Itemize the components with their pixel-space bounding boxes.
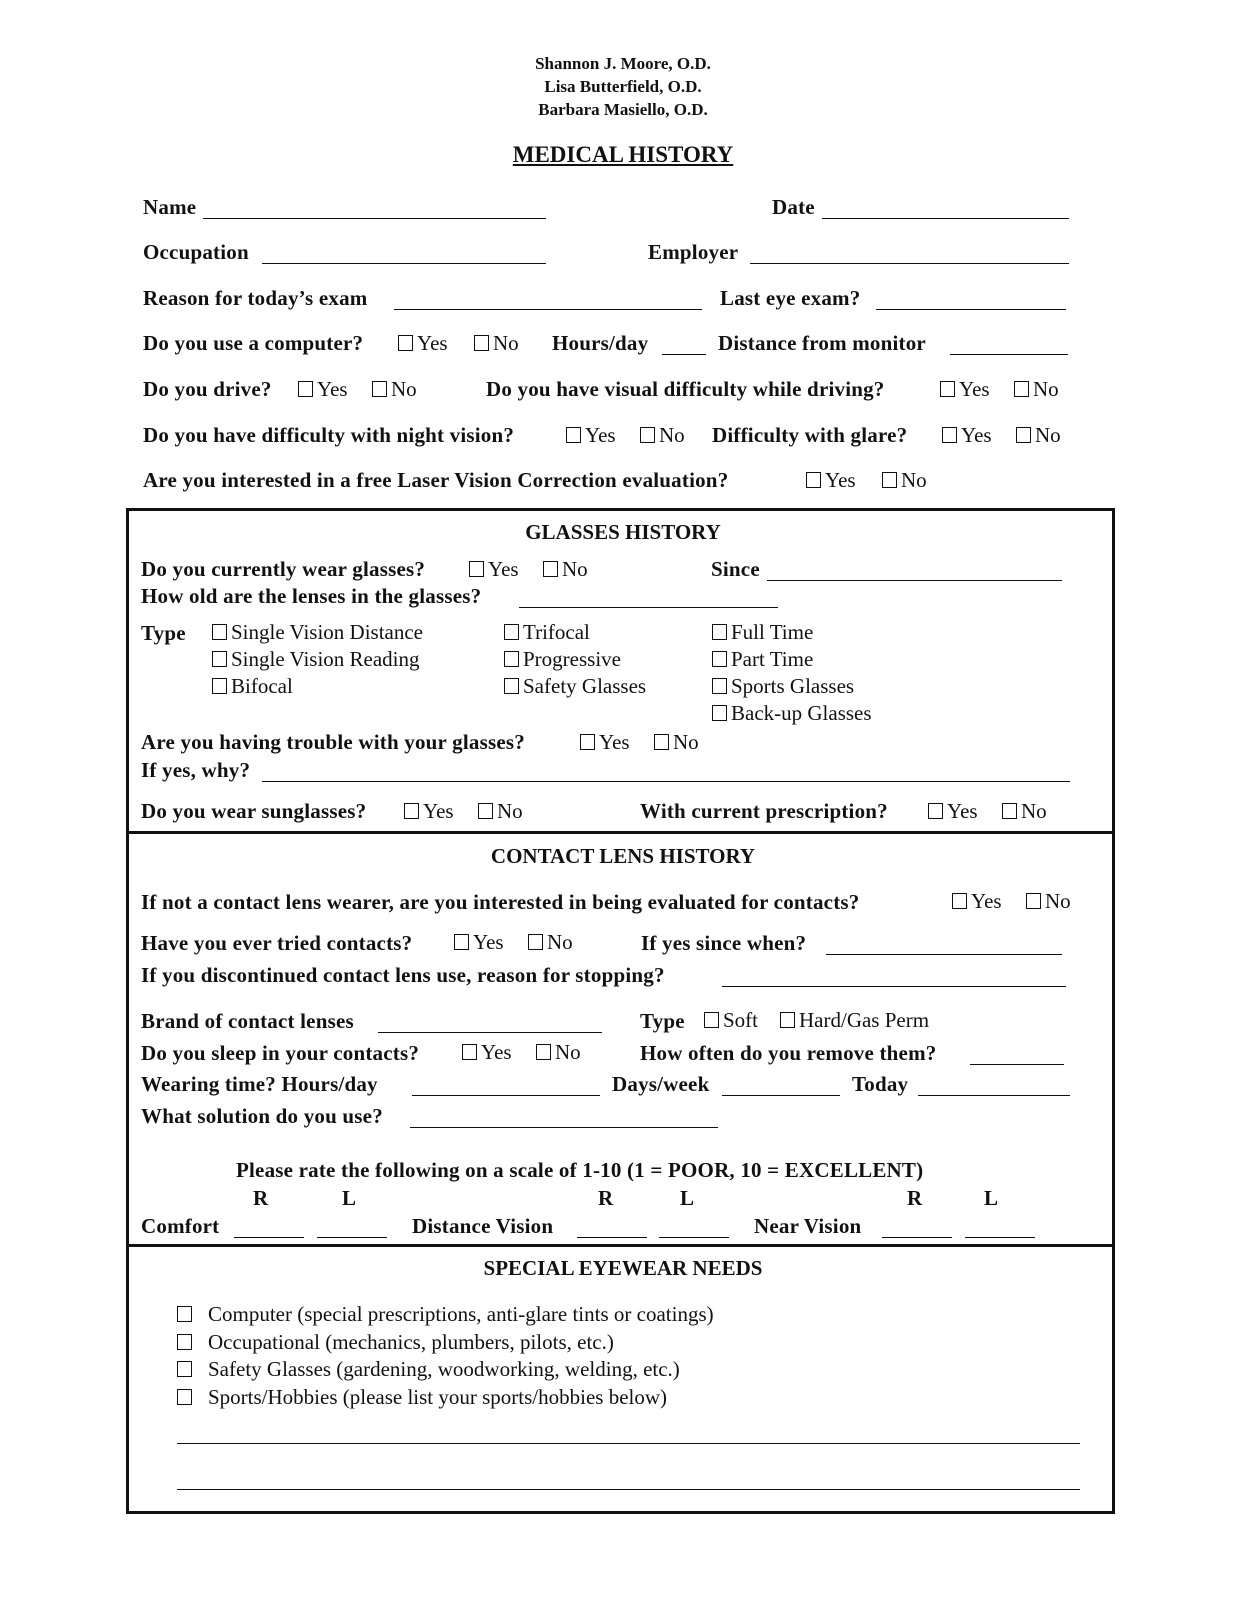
option-label: Trifocal — [523, 620, 590, 644]
wear-glasses-yes[interactable] — [469, 557, 519, 582]
today-label: Today — [852, 1072, 909, 1096]
type-trifocal[interactable] — [504, 620, 590, 645]
tried-contacts-no[interactable] — [528, 930, 573, 955]
since-when-field[interactable] — [826, 954, 1062, 955]
occupation-label: Occupation — [143, 240, 249, 264]
computer-question: Do you use a computer? — [143, 331, 364, 355]
checkbox[interactable] — [712, 651, 727, 667]
option-label: Safety Glasses (gardening, woodworking, welding, etc.) — [208, 1357, 680, 1381]
type-single-vision-distance[interactable] — [212, 620, 423, 645]
checkbox[interactable] — [640, 427, 655, 443]
checkbox[interactable] — [177, 1306, 192, 1322]
type-label: Type — [141, 621, 186, 645]
night-vision-question: Do you have difficulty with night vision? — [143, 423, 515, 447]
contacts-interest-question: If not a contact lens wearer, are you interested in being evaluated for contacts? — [141, 890, 860, 914]
checkbox[interactable] — [580, 734, 595, 750]
doctor-name-1: Shannon J. Moore, O.D. — [535, 54, 711, 73]
no-label: No — [391, 377, 417, 401]
contacts-interest-no[interactable] — [1026, 889, 1071, 914]
name-label: Name — [143, 195, 197, 219]
lens-type-soft[interactable] — [704, 1008, 758, 1033]
brand-field[interactable] — [378, 1032, 602, 1033]
drive-yes[interactable] — [298, 377, 348, 402]
checkbox[interactable] — [882, 472, 897, 488]
doctor-name-2: Lisa Butterfield, O.D. — [544, 77, 702, 96]
wearing-time-label: Wearing time? Hours/day — [141, 1072, 378, 1096]
checkbox[interactable] — [398, 335, 413, 351]
employer-field[interactable] — [750, 263, 1069, 264]
remove-field[interactable] — [970, 1064, 1064, 1065]
night-vision-no[interactable] — [640, 423, 685, 448]
yes-label: Yes — [317, 377, 348, 401]
option-label: Sports Glasses — [731, 674, 855, 698]
special-eyewear-title: SPECIAL EYEWEAR NEEDS — [483, 1256, 763, 1280]
type-full-time[interactable] — [712, 620, 813, 645]
sunglasses-question: Do you wear sunglasses? — [141, 799, 367, 823]
yes-label: Yes — [971, 889, 1002, 913]
trouble-question: Are you having trouble with your glasses? — [141, 730, 525, 754]
lens-age-question: How old are the lenses in the glasses? — [141, 584, 482, 608]
type-part-time[interactable] — [712, 647, 813, 672]
checkbox[interactable] — [177, 1361, 192, 1377]
date-field[interactable] — [822, 218, 1069, 219]
checkbox[interactable] — [177, 1334, 192, 1350]
special-occupational[interactable] — [177, 1330, 614, 1355]
checkbox[interactable] — [469, 561, 484, 577]
no-label: No — [1035, 423, 1061, 447]
employer-label: Employer — [648, 240, 739, 264]
near-left-label: L — [984, 1186, 999, 1210]
type-progressive[interactable] — [504, 647, 621, 672]
option-label: Hard/Gas Perm — [799, 1008, 930, 1032]
yes-label: Yes — [825, 468, 856, 492]
comfort-label: Comfort — [141, 1214, 220, 1238]
drive-no[interactable] — [372, 377, 417, 402]
checkbox[interactable] — [212, 678, 227, 694]
discontinued-question: If you discontinued contact lens use, reason for stopping? — [141, 963, 665, 987]
no-label: No — [901, 468, 927, 492]
driving-difficulty-yes[interactable] — [940, 377, 990, 402]
distance-right-label: R — [598, 1186, 614, 1210]
option-label: Soft — [723, 1008, 759, 1032]
checkbox[interactable] — [298, 381, 313, 397]
yes-label: Yes — [481, 1040, 512, 1064]
yes-label: Yes — [961, 423, 992, 447]
checkbox[interactable] — [566, 427, 581, 443]
option-label: Full Time — [731, 620, 814, 644]
laser-question: Are you interested in a free Laser Vision Correction evaluation? — [143, 468, 729, 492]
checkbox[interactable] — [212, 651, 227, 667]
checkbox[interactable] — [780, 1012, 795, 1028]
glare-yes[interactable] — [942, 423, 992, 448]
near-right-label: R — [907, 1186, 923, 1210]
driving-difficulty-no[interactable] — [1014, 377, 1059, 402]
current-rx-yes[interactable] — [928, 799, 978, 824]
distance-left-field[interactable] — [659, 1237, 729, 1238]
last-exam-label: Last eye exam? — [720, 286, 861, 310]
last-exam-field[interactable] — [876, 309, 1066, 310]
no-label: No — [1021, 799, 1047, 823]
yes-label: Yes — [417, 331, 448, 355]
near-vision-label: Near Vision — [754, 1214, 862, 1238]
since-field[interactable] — [767, 580, 1062, 581]
no-label: No — [659, 423, 685, 447]
contact-lens-history-title: CONTACT LENS HISTORY — [490, 844, 756, 868]
since-label: Since — [711, 557, 760, 581]
distance-monitor-label: Distance from monitor — [718, 331, 926, 355]
page-title: MEDICAL HISTORY — [512, 142, 734, 167]
doctor-name-3: Barbara Masiello, O.D. — [538, 100, 708, 119]
option-label: Single Vision Distance — [231, 620, 424, 644]
glasses-history-title: GLASSES HISTORY — [525, 520, 721, 544]
wear-glasses-question: Do you currently wear glasses? — [141, 557, 426, 581]
hobbies-line-2[interactable] — [177, 1489, 1080, 1490]
checkbox[interactable] — [952, 893, 967, 909]
distance-left-label: L — [680, 1186, 695, 1210]
no-label: No — [497, 799, 523, 823]
laser-no[interactable] — [882, 468, 927, 493]
discontinued-field[interactable] — [722, 986, 1066, 987]
why-label: If yes, why? — [141, 758, 251, 782]
solution-question: What solution do you use? — [141, 1104, 383, 1128]
current-rx-question: With current prescription? — [640, 799, 888, 823]
option-label: Progressive — [523, 647, 621, 671]
checkbox[interactable] — [942, 427, 957, 443]
lens-age-field[interactable] — [519, 607, 778, 608]
yes-label: Yes — [423, 799, 454, 823]
yes-label: Yes — [959, 377, 990, 401]
option-label: Computer (special prescriptions, anti-glare tints or coatings) — [208, 1302, 714, 1326]
type-backup-glasses[interactable] — [712, 701, 872, 726]
driving-difficulty-question: Do you have visual difficulty while driving? — [486, 377, 885, 401]
type-single-vision-reading[interactable] — [212, 647, 420, 672]
distance-monitor-field[interactable] — [950, 354, 1068, 355]
tried-contacts-yes[interactable] — [454, 930, 504, 955]
option-label: Sports/Hobbies (please list your sports/hobbies below) — [208, 1385, 668, 1409]
checkbox[interactable] — [806, 472, 821, 488]
glare-no[interactable] — [1016, 423, 1061, 448]
tried-contacts-question: Have you ever tried contacts? — [141, 931, 413, 955]
checkbox[interactable] — [454, 934, 469, 950]
days-week-label: Days/week — [612, 1072, 710, 1096]
glare-question: Difficulty with glare? — [712, 423, 908, 447]
computer-no[interactable] — [474, 331, 519, 356]
trouble-yes[interactable] — [580, 730, 630, 755]
checkbox[interactable] — [712, 624, 727, 640]
date-label: Date — [772, 195, 815, 219]
comfort-right-label: R — [253, 1186, 269, 1210]
hobbies-line-1[interactable] — [177, 1443, 1080, 1444]
wear-glasses-no[interactable] — [543, 557, 588, 582]
special-safety[interactable] — [177, 1357, 680, 1382]
rating-instructions: Please rate the following on a scale of 1-10 (1 = POOR, 10 = EXCELLENT) — [236, 1158, 924, 1182]
checkbox[interactable] — [536, 1044, 551, 1060]
solution-field[interactable] — [410, 1127, 718, 1128]
option-label: Occupational (mechanics, plumbers, pilots, etc.) — [208, 1330, 614, 1354]
option-label: Back-up Glasses — [731, 701, 872, 725]
sleep-question: Do you sleep in your contacts? — [141, 1041, 420, 1065]
reason-label: Reason for today’s exam — [143, 286, 368, 310]
option-label: Bifocal — [231, 674, 293, 698]
yes-label: Yes — [488, 557, 519, 581]
type-sports-glasses[interactable] — [712, 674, 854, 699]
no-label: No — [1045, 889, 1071, 913]
checkbox[interactable] — [1026, 893, 1041, 909]
type-safety-glasses[interactable] — [504, 674, 646, 699]
no-label: No — [1033, 377, 1059, 401]
reason-field[interactable] — [394, 309, 702, 310]
sunglasses-yes[interactable] — [404, 799, 454, 824]
checkbox[interactable] — [543, 561, 558, 577]
no-label: No — [493, 331, 519, 355]
special-computer[interactable] — [177, 1302, 714, 1327]
type-bifocal[interactable] — [212, 674, 293, 699]
no-label: No — [555, 1040, 581, 1064]
checkbox[interactable] — [478, 803, 493, 819]
no-label: No — [562, 557, 588, 581]
checkbox[interactable] — [212, 624, 227, 640]
computer-yes[interactable] — [398, 331, 448, 356]
yes-label: Yes — [599, 730, 630, 754]
checkbox[interactable] — [1016, 427, 1031, 443]
yes-label: Yes — [473, 930, 504, 954]
checkbox[interactable] — [528, 934, 543, 950]
contacts-interest-yes[interactable] — [952, 889, 1002, 914]
contacts-special-divider — [126, 1244, 1115, 1247]
checkbox[interactable] — [462, 1044, 477, 1060]
comfort-right-field[interactable] — [234, 1237, 304, 1238]
hours-per-day-field[interactable] — [412, 1095, 600, 1096]
days-week-field[interactable] — [722, 1095, 840, 1096]
distance-right-field[interactable] — [577, 1237, 647, 1238]
checkbox[interactable] — [654, 734, 669, 750]
checkbox[interactable] — [712, 705, 727, 721]
checkbox[interactable] — [504, 624, 519, 640]
hours-day-label: Hours/day — [552, 331, 649, 355]
checkbox[interactable] — [372, 381, 387, 397]
remove-question: How often do you remove them? — [640, 1041, 937, 1065]
checkbox[interactable] — [1002, 803, 1017, 819]
comfort-left-label: L — [342, 1186, 357, 1210]
checkbox[interactable] — [404, 803, 419, 819]
since-when-label: If yes since when? — [641, 931, 807, 955]
lens-type-hard[interactable] — [780, 1008, 929, 1033]
option-label: Part Time — [731, 647, 814, 671]
distance-vision-label: Distance Vision — [412, 1214, 554, 1238]
sleep-yes[interactable] — [462, 1040, 512, 1065]
drive-question: Do you drive? — [143, 377, 272, 401]
sleep-no[interactable] — [536, 1040, 581, 1065]
brand-label: Brand of contact lenses — [141, 1009, 354, 1033]
trouble-no[interactable] — [654, 730, 699, 755]
checkbox[interactable] — [928, 803, 943, 819]
lens-type-label: Type — [640, 1009, 685, 1033]
checkbox[interactable] — [712, 678, 727, 694]
laser-yes[interactable] — [806, 468, 856, 493]
option-label: Single Vision Reading — [231, 647, 420, 671]
checkbox[interactable] — [504, 651, 519, 667]
sunglasses-no[interactable] — [478, 799, 523, 824]
no-label: No — [673, 730, 699, 754]
yes-label: Yes — [947, 799, 978, 823]
hours-day-field[interactable] — [662, 354, 706, 355]
checkbox[interactable] — [177, 1389, 192, 1405]
today-field[interactable] — [918, 1095, 1070, 1096]
night-vision-yes[interactable] — [566, 423, 616, 448]
near-right-field[interactable] — [882, 1237, 952, 1238]
checkbox[interactable] — [704, 1012, 719, 1028]
no-label: No — [547, 930, 573, 954]
yes-label: Yes — [585, 423, 616, 447]
option-label: Safety Glasses — [523, 674, 647, 698]
special-sports[interactable] — [177, 1385, 667, 1410]
near-left-field[interactable] — [965, 1237, 1035, 1238]
current-rx-no[interactable] — [1002, 799, 1047, 824]
comfort-left-field[interactable] — [317, 1237, 387, 1238]
checkbox[interactable] — [940, 381, 955, 397]
checkbox[interactable] — [1014, 381, 1029, 397]
occupation-field[interactable] — [262, 263, 546, 264]
box-bottom-rule — [126, 1511, 1115, 1514]
checkbox[interactable] — [504, 678, 519, 694]
glasses-contacts-divider — [126, 831, 1115, 834]
box-top-rule — [126, 508, 1115, 511]
checkbox[interactable] — [474, 335, 489, 351]
why-field[interactable] — [262, 781, 1070, 782]
name-field[interactable] — [203, 218, 546, 219]
